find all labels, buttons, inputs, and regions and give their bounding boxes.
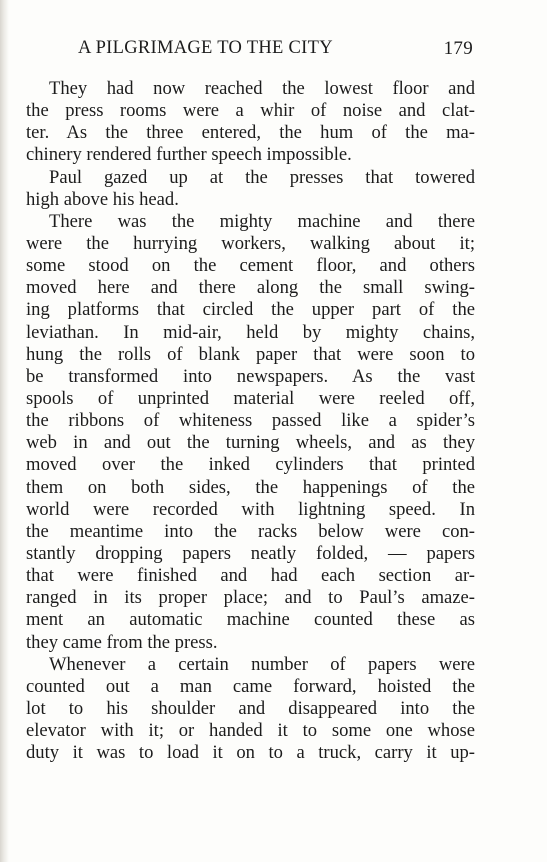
text-line: chinery rendered further speech impossible. [26,144,352,166]
text-line: the ribbons of whiteness passed like a spider’s [26,410,475,432]
paragraph-3 [26,211,475,654]
text-line: be transformed into newspapers. As the vast [26,365,475,387]
text-line: There was the mighty machine and there [49,210,475,232]
text-line: hung the rolls of blank paper that were soon to [26,343,475,365]
text-line: the press rooms were a whir of noise and clat- [26,100,475,122]
text-line: ing platforms that circled the upper part of the [26,299,475,321]
text-line: duty it was to load it on to a truck, carry it up- [26,742,475,764]
text-line: spools of unprinted material were reeled off, [26,387,475,409]
text-line: moved here and there along the small swing- [26,277,475,299]
text-line: counted out a man came forward, hoisted the [26,675,475,697]
text-line: They had now reached the lowest floor and [49,78,475,99]
text-line: leviathan. In mid-air, held by mighty chains, [26,321,475,343]
text-line: ranged in its proper place; and to Paul’s amaze- [26,587,475,609]
text-line: ment an automatic machine counted these as [26,609,475,631]
text-line: Paul gazed up at the presses that towered [49,166,475,188]
text-line: Whenever a certain number of papers were [49,653,475,675]
text-line: stantly dropping papers neatly folded, — papers [26,542,475,564]
text-line: some stood on the cement floor, and others [26,255,475,277]
text-line: them on both sides, the happenings of the [26,476,475,498]
text-line: world were recorded with lightning speed. In [26,498,475,520]
text-line: ter. As the three entered, the hum of the ma- [26,122,475,144]
running-head-title: A PILGRIMAGE TO THE CITY [78,38,333,58]
text-line: moved over the inked cylinders that printed [26,454,475,476]
running-head [78,38,473,62]
text-line: high above his head. [26,188,179,210]
text-line: they came from the press. [26,631,218,653]
paragraph-4 [26,654,475,765]
text-line: were the hurrying workers, walking about it; [26,232,475,254]
paragraph-2 [26,167,475,211]
page-gutter-shadow [0,0,9,862]
text-line: the meantime into the racks below were con- [26,520,475,542]
text-line: elevator with it; or handed it to some one whose [26,720,475,742]
paragraph-1 [26,78,475,167]
text-line: that were finished and had each section ar- [26,565,475,587]
body-text [26,78,475,764]
page-number: 179 [443,38,473,59]
text-line: lot to his shoulder and disappeared into the [26,697,475,719]
text-line: web in and out the turning wheels, and as they [26,432,475,454]
